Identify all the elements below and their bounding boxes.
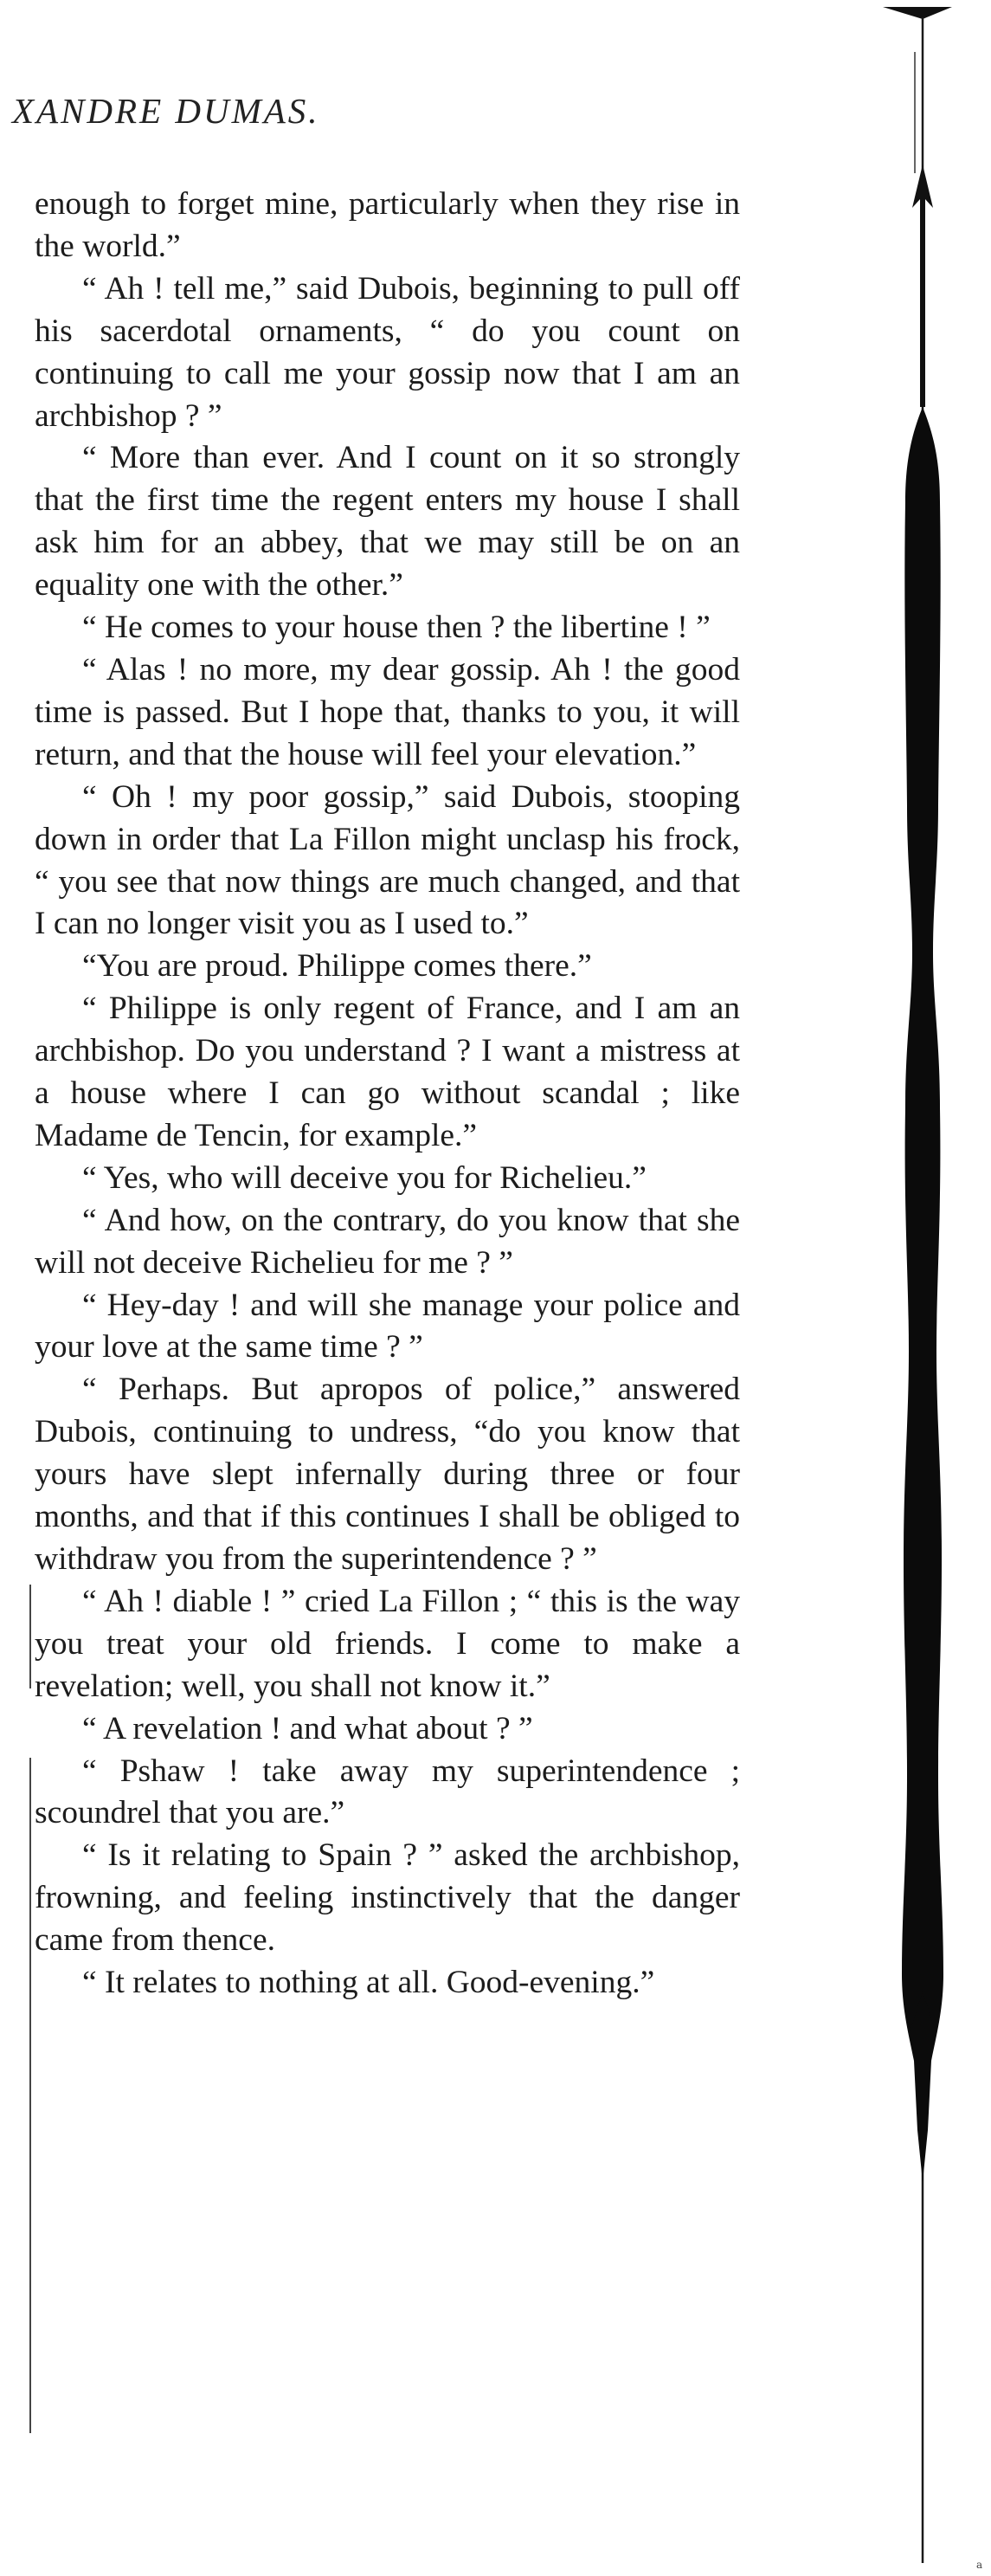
margin-mark-upper — [29, 1585, 31, 1688]
corner-mark: a — [976, 2559, 983, 2571]
margin-mark-lower — [29, 1758, 31, 2433]
paragraph-2: “ Ah ! tell me,” said Dubois, beginning to pull off his sacerdotal ornaments, “ do you count on continuing to call me your gossip now that I am an archbishop ? ” — [35, 270, 740, 434]
paragraph-15: “ Pshaw ! take away my superintendence ; scoundrel that you are.” — [35, 1753, 740, 1831]
paragraph-11: “ Hey-day ! and will she manage your police and your love at the same time ? ” — [35, 1287, 740, 1365]
binding-blot — [902, 407, 943, 2182]
paragraph-16: “ Is it relating to Spain ? ” asked the archbishop, frowning, and feeling instinctively that the danger came from thence. — [35, 1837, 740, 1959]
paragraph-5: “ Alas ! no more, my dear gossip. Ah ! the good time is passed. But I hope that, thanks to you, it will return, and that the house will feel your elevation.” — [35, 651, 740, 772]
binding-arrow-upper — [912, 165, 933, 407]
paragraph-8: “ Philippe is only regent of France, and I am an archbishop. Do you understand ? I want a mistress at a house where I can go without scandal ; like Madame de Tencin, for example.” — [35, 991, 740, 1153]
binding-top-tick — [883, 7, 952, 19]
paragraph-10: “ And how, on the contrary, do you know that she will not deceive Richelieu for me ? ” — [35, 1202, 740, 1281]
paragraph-13: “ Ah ! diable ! ” cried La Fillon ; “ this is the way you treat your old friends. I come to make a revelation; well, you shall not know it.” — [35, 1583, 740, 1704]
running-title: XANDRE DUMAS. — [12, 91, 320, 131]
paragraph-3: “ More than ever. And I count on it so strongly that the first time the regent enters my house I shall ask him for an abbey, that we may still be on an equality one with the other.” — [35, 440, 740, 604]
paragraph-6: “ Oh ! my poor gossip,” said Dubois, stooping down in order that La Fillon might unclasp his frock, “ you see that now things are much changed, and that I can no longer visit you as I used to.” — [35, 778, 740, 942]
paragraph-12: “ Perhaps. But apropos of police,” answered Dubois, continuing to undress, “do you know that yours have slept infernally during three or four months, and that if this continues I shall be obliged to withdraw you from the superintendence ? ” — [35, 1372, 740, 1577]
body-text — [35, 184, 740, 2005]
paragraph-1: enough to forget mine, particularly when they rise in the world.” — [35, 186, 740, 264]
paragraph-14: “ A revelation ! and what about ? ” — [82, 1710, 533, 1746]
paragraph-9: “ Yes, who will deceive you for Richelieu.” — [82, 1159, 647, 1196]
paragraph-17: “ It relates to nothing at all. Good-evening.” — [82, 1965, 655, 2001]
paragraph-7: “You are proud. Philippe comes there.” — [82, 948, 592, 985]
binding-shadow — [874, 0, 969, 2576]
paragraph-4: “ He comes to your house then ? the libertine ! ” — [82, 610, 711, 646]
